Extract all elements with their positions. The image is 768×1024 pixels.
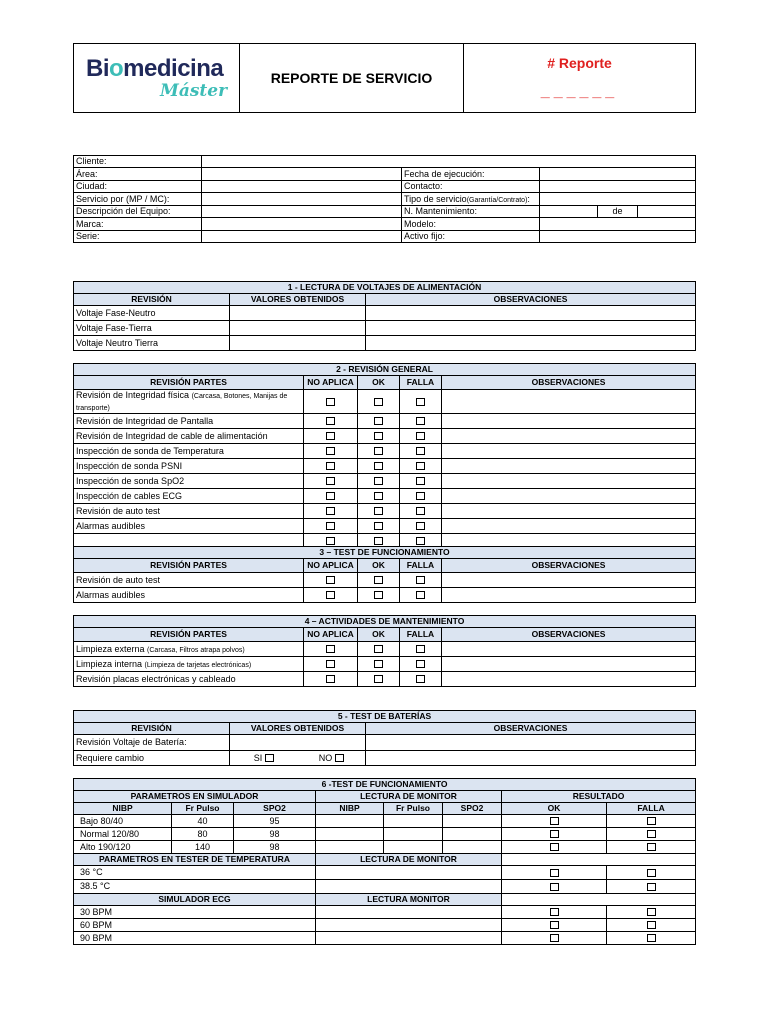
checkbox-icon[interactable]	[550, 869, 559, 877]
checkbox-icon[interactable]	[326, 522, 335, 530]
checkbox-icon[interactable]	[416, 507, 425, 515]
col-nibp-monitor: NIBP	[316, 803, 384, 815]
marca-label: Marca:	[74, 218, 202, 231]
value-field[interactable]	[230, 321, 366, 336]
no-aplica-checkbox[interactable]	[304, 390, 358, 414]
checkbox-icon[interactable]	[416, 576, 425, 584]
contacto-field[interactable]	[540, 181, 696, 193]
activo-field[interactable]	[540, 231, 696, 243]
table-row-label: Alarmas audibles	[74, 588, 304, 603]
col-observaciones: OBSERVACIONES	[366, 294, 696, 306]
checkbox-icon[interactable]	[416, 398, 425, 406]
table-row-label: Limpieza interna (Limpieza de tarjetas electrónicas)	[74, 657, 304, 672]
section-5-title: 5 - TEST DE BATERÍAS	[74, 711, 696, 723]
falla-checkbox[interactable]	[607, 815, 696, 828]
checkbox-icon[interactable]	[265, 754, 274, 762]
checkbox-icon[interactable]	[647, 869, 656, 877]
fr-value: 80	[172, 828, 234, 841]
col-ok: OK	[358, 628, 400, 642]
section-1-title: 1 - LECTURA DE VOLTAJES DE ALIMENTACIÓN	[74, 282, 696, 294]
contacto-label: Contacto:	[402, 181, 540, 193]
obs-field[interactable]	[442, 489, 696, 504]
no-aplica-checkbox[interactable]	[304, 672, 358, 687]
biomedicina-logo: Biomedicina Máster	[86, 55, 228, 101]
fr-reading-field[interactable]	[384, 828, 443, 841]
checkbox-icon[interactable]	[374, 398, 383, 406]
col-falla: FALLA	[400, 628, 442, 642]
fr-value: 40	[172, 815, 234, 828]
spo2-value: 98	[234, 828, 316, 841]
obs-field[interactable]	[442, 657, 696, 672]
serie-field[interactable]	[202, 231, 402, 243]
falla-checkbox[interactable]	[400, 444, 442, 459]
falla-checkbox[interactable]	[400, 519, 442, 534]
ok-checkbox[interactable]	[502, 932, 607, 945]
ok-checkbox[interactable]	[358, 429, 400, 444]
ok-checkbox[interactable]	[502, 919, 607, 932]
ok-checkbox[interactable]	[502, 815, 607, 828]
checkbox-icon[interactable]	[326, 492, 335, 500]
descripcion-label: Descripción del Equipo:	[74, 206, 202, 218]
no-aplica-checkbox[interactable]	[304, 429, 358, 444]
col-ok: OK	[358, 376, 400, 390]
fr-reading-field[interactable]	[384, 841, 443, 854]
checkbox-icon[interactable]	[550, 921, 559, 929]
checkbox-icon[interactable]	[416, 477, 425, 485]
activo-label: Activo fijo:	[402, 231, 540, 243]
col-group-simulador: PARAMETROS EN SIMULADOR	[74, 791, 316, 803]
falla-checkbox[interactable]	[400, 588, 442, 603]
nibp-reading-field[interactable]	[316, 841, 384, 854]
col-spo2-monitor: SPO2	[443, 803, 502, 815]
ok-checkbox[interactable]	[358, 588, 400, 603]
ok-checkbox[interactable]	[358, 657, 400, 672]
section-2-title: 2 - REVISIÓN GENERAL	[74, 364, 696, 376]
obs-field[interactable]	[442, 672, 696, 687]
section-3-title: 3 – TEST DE FUNCIONAMIENTO	[74, 547, 696, 559]
spo2-value: 98	[234, 841, 316, 854]
checkbox-icon[interactable]	[550, 908, 559, 916]
obs-field[interactable]	[366, 751, 696, 766]
ok-checkbox[interactable]	[502, 828, 607, 841]
spo2-reading-field[interactable]	[443, 828, 502, 841]
obs-field[interactable]	[366, 321, 696, 336]
falla-checkbox[interactable]	[400, 459, 442, 474]
obs-field[interactable]	[442, 474, 696, 489]
servicio-label: Servicio por (MP / MC):	[74, 193, 202, 206]
checkbox-icon[interactable]	[326, 660, 335, 668]
fecha-field[interactable]	[540, 168, 696, 181]
checkbox-icon[interactable]	[647, 908, 656, 916]
checkbox-icon[interactable]	[647, 830, 656, 838]
col-ok: OK	[502, 803, 607, 815]
checkbox-icon[interactable]	[326, 447, 335, 455]
mantenimiento-field[interactable]	[540, 206, 598, 218]
checkbox-icon[interactable]	[326, 576, 335, 584]
checkbox-icon[interactable]	[374, 645, 383, 653]
section-4-table	[73, 615, 696, 687]
checkbox-icon[interactable]	[374, 675, 383, 683]
col-observaciones: OBSERVACIONES	[442, 376, 696, 390]
checkbox-icon[interactable]	[326, 675, 335, 683]
obs-field[interactable]	[442, 390, 696, 414]
checkbox-icon[interactable]	[550, 830, 559, 838]
ok-checkbox[interactable]	[358, 444, 400, 459]
checkbox-icon[interactable]	[647, 934, 656, 942]
nibp-reading-field[interactable]	[316, 828, 384, 841]
section-1-table	[73, 281, 696, 351]
report-header	[73, 43, 696, 113]
checkbox-icon[interactable]	[326, 477, 335, 485]
fr-reading-field[interactable]	[384, 815, 443, 828]
col-revision: REVISIÓN	[74, 723, 230, 735]
col-group-resultado: RESULTADO	[502, 791, 696, 803]
checkbox-icon[interactable]	[416, 492, 425, 500]
value-field[interactable]	[230, 336, 366, 351]
no-aplica-checkbox[interactable]	[304, 588, 358, 603]
checkbox-icon[interactable]	[374, 417, 383, 425]
ok-checkbox[interactable]	[502, 866, 607, 880]
falla-checkbox[interactable]	[607, 828, 696, 841]
table-row-label: Revisión placas electrónicas y cableado	[74, 672, 304, 687]
falla-checkbox[interactable]	[400, 642, 442, 657]
table-row-label: Inspección de sonda de Temperatura	[74, 444, 304, 459]
ok-checkbox[interactable]	[358, 390, 400, 414]
client-info-table	[73, 155, 696, 243]
ecg-value: 90 BPM	[74, 932, 316, 945]
modelo-field[interactable]	[540, 218, 696, 231]
falla-checkbox[interactable]	[400, 474, 442, 489]
falla-checkbox[interactable]	[400, 414, 442, 429]
checkbox-icon[interactable]	[326, 507, 335, 515]
checkbox-icon[interactable]	[374, 447, 383, 455]
table-row-label: Alarmas audibles	[74, 519, 304, 534]
serie-label: Serie:	[74, 231, 202, 243]
checkbox-icon[interactable]	[326, 432, 335, 440]
table-row-label: Revisión de Integridad de Pantalla	[74, 414, 304, 429]
section-6-table	[73, 778, 696, 945]
checkbox-icon[interactable]	[416, 462, 425, 470]
table-row-label: Requiere cambio	[74, 751, 230, 766]
no-aplica-checkbox[interactable]	[304, 444, 358, 459]
checkbox-icon[interactable]	[416, 591, 425, 599]
checkbox-icon[interactable]	[374, 477, 383, 485]
table-row-label: Limpieza externa (Carcasa, Filtros atrapa polvos)	[74, 642, 304, 657]
col-nibp: NIBP	[74, 803, 172, 815]
col-observaciones: OBSERVACIONES	[442, 559, 696, 573]
si-option[interactable]: SI	[230, 751, 298, 766]
report-number-label: # Reporte	[547, 55, 612, 71]
ecg-reading-field[interactable]	[316, 932, 502, 945]
checkbox-icon[interactable]	[550, 934, 559, 942]
obs-field[interactable]	[442, 459, 696, 474]
col-valores: VALORES OBTENIDOS	[230, 723, 366, 735]
descripcion-field[interactable]	[202, 206, 402, 218]
checkbox-icon[interactable]	[416, 660, 425, 668]
falla-checkbox[interactable]	[607, 932, 696, 945]
checkbox-icon[interactable]	[326, 398, 335, 406]
ciudad-label: Ciudad:	[74, 181, 202, 193]
checkbox-icon[interactable]	[374, 462, 383, 470]
col-observaciones: OBSERVACIONES	[442, 628, 696, 642]
nibp-value: Alto 190/120	[74, 841, 172, 854]
temp-header: PARAMETROS EN TESTER DE TEMPERATURA	[74, 854, 316, 866]
page-title: REPORTE DE SERVICIO	[240, 44, 464, 113]
ok-checkbox[interactable]	[358, 489, 400, 504]
logo-cell	[74, 44, 240, 113]
section-6-title: 6 -TEST DE FUNCIONAMIENTO	[74, 779, 696, 791]
obs-field[interactable]	[366, 336, 696, 351]
section-4-title: 4 – ACTIVIDADES DE MANTENIMIENTO	[74, 616, 696, 628]
ok-checkbox[interactable]	[502, 841, 607, 854]
checkbox-icon[interactable]	[374, 591, 383, 599]
table-row-label: Voltaje Fase-Neutro	[74, 306, 230, 321]
report-number[interactable]	[464, 44, 696, 113]
checkbox-icon[interactable]	[550, 843, 559, 851]
checkbox-icon[interactable]	[416, 417, 425, 425]
checkbox-icon[interactable]	[550, 883, 559, 891]
checkbox-icon[interactable]	[326, 537, 335, 545]
no-aplica-checkbox[interactable]	[304, 489, 358, 504]
section-5-table	[73, 710, 696, 766]
obs-field[interactable]	[366, 306, 696, 321]
col-revision-partes: REVISIÓN PARTES	[74, 559, 304, 573]
falla-checkbox[interactable]	[400, 489, 442, 504]
ecg-reading-field[interactable]	[316, 906, 502, 919]
checkbox-icon[interactable]	[374, 522, 383, 530]
checkbox-icon[interactable]	[326, 462, 335, 470]
obs-field[interactable]	[442, 519, 696, 534]
table-row-label: Revisión de auto test	[74, 573, 304, 588]
temp-reading-field[interactable]	[316, 866, 502, 880]
modelo-label: Modelo:	[402, 218, 540, 231]
temp-value: 36 °C	[74, 866, 316, 880]
no-aplica-checkbox[interactable]	[304, 504, 358, 519]
no-option[interactable]: NO	[298, 751, 366, 766]
checkbox-icon[interactable]	[416, 447, 425, 455]
ok-checkbox[interactable]	[502, 906, 607, 919]
fecha-label: Fecha de ejecución:	[402, 168, 540, 181]
col-group-monitor: LECTURA DE MONITOR	[316, 791, 502, 803]
no-aplica-checkbox[interactable]	[304, 657, 358, 672]
col-revision: REVISIÓN	[74, 294, 230, 306]
col-observaciones: OBSERVACIONES	[366, 723, 696, 735]
no-aplica-checkbox[interactable]	[304, 474, 358, 489]
checkbox-icon[interactable]	[374, 492, 383, 500]
col-fr-pulso: Fr Pulso	[172, 803, 234, 815]
temp-reading-field[interactable]	[316, 880, 502, 894]
checkbox-icon[interactable]	[374, 576, 383, 584]
falla-checkbox[interactable]	[607, 906, 696, 919]
checkbox-icon[interactable]	[550, 817, 559, 825]
blank-cell	[502, 894, 696, 906]
section-2-table	[73, 363, 696, 549]
col-revision-partes: REVISIÓN PARTES	[74, 376, 304, 390]
falla-checkbox[interactable]	[400, 573, 442, 588]
spo2-reading-field[interactable]	[443, 815, 502, 828]
falla-checkbox[interactable]	[607, 880, 696, 894]
ecg-header: SIMULADOR ECG	[74, 894, 316, 906]
col-revision-partes: REVISIÓN PARTES	[74, 628, 304, 642]
col-falla: FALLA	[400, 376, 442, 390]
col-no-aplica: NO APLICA	[304, 376, 358, 390]
nibp-value: Bajo 80/40	[74, 815, 172, 828]
checkbox-icon[interactable]	[326, 591, 335, 599]
no-aplica-checkbox[interactable]	[304, 414, 358, 429]
obs-field[interactable]	[442, 573, 696, 588]
table-row-label: Revisión Voltaje de Batería:	[74, 735, 230, 751]
col-ok: OK	[358, 559, 400, 573]
col-no-aplica: NO APLICA	[304, 628, 358, 642]
table-row-label: Revisión de Integridad física (Carcasa, Botones, Manijas de transporte)	[74, 390, 304, 414]
obs-field[interactable]	[442, 429, 696, 444]
checkbox-icon[interactable]	[416, 522, 425, 530]
ok-checkbox[interactable]	[358, 672, 400, 687]
falla-checkbox[interactable]	[607, 841, 696, 854]
table-row-label: Inspección de sonda PSNI	[74, 459, 304, 474]
temp-monitor-header: LECTURA DE MONITOR	[316, 854, 502, 866]
obs-field[interactable]	[442, 444, 696, 459]
cliente-field[interactable]	[202, 156, 696, 168]
ecg-value: 30 BPM	[74, 906, 316, 919]
value-field[interactable]	[230, 735, 366, 751]
falla-checkbox[interactable]	[400, 657, 442, 672]
col-valores: VALORES OBTENIDOS	[230, 294, 366, 306]
tipo-field[interactable]	[540, 193, 696, 206]
mantenimiento-label: N. Mantenimiento:	[402, 206, 540, 218]
checkbox-icon[interactable]	[335, 754, 344, 762]
col-falla: FALLA	[607, 803, 696, 815]
ok-checkbox[interactable]	[358, 573, 400, 588]
table-row-label: Revisión de auto test	[74, 504, 304, 519]
nibp-reading-field[interactable]	[316, 815, 384, 828]
ecg-reading-field[interactable]	[316, 919, 502, 932]
obs-field[interactable]	[442, 414, 696, 429]
fr-value: 140	[172, 841, 234, 854]
mantenimiento-total-field[interactable]	[638, 206, 696, 218]
ok-checkbox[interactable]	[502, 880, 607, 894]
value-field[interactable]	[230, 306, 366, 321]
marca-field[interactable]	[202, 218, 402, 231]
checkbox-icon[interactable]	[416, 432, 425, 440]
section-3-table	[73, 546, 696, 603]
report-number-blank[interactable]: ______	[540, 83, 619, 100]
ecg-value: 60 BPM	[74, 919, 316, 932]
obs-field[interactable]	[442, 642, 696, 657]
ok-checkbox[interactable]	[358, 642, 400, 657]
table-row-label: Voltaje Neutro Tierra	[74, 336, 230, 351]
col-no-aplica: NO APLICA	[304, 559, 358, 573]
no-aplica-checkbox[interactable]	[304, 519, 358, 534]
falla-checkbox[interactable]	[400, 504, 442, 519]
falla-checkbox[interactable]	[607, 866, 696, 880]
ciudad-field[interactable]	[202, 181, 402, 193]
checkbox-icon[interactable]	[374, 507, 383, 515]
ok-checkbox[interactable]	[358, 414, 400, 429]
checkbox-icon[interactable]	[374, 660, 383, 668]
ok-checkbox[interactable]	[358, 459, 400, 474]
servicio-field[interactable]	[202, 193, 402, 206]
checkbox-icon[interactable]	[416, 675, 425, 683]
table-row-label: Inspección de sonda SpO2	[74, 474, 304, 489]
falla-checkbox[interactable]	[400, 672, 442, 687]
checkbox-icon[interactable]	[647, 843, 656, 851]
checkbox-icon[interactable]	[647, 817, 656, 825]
de-label: de	[598, 206, 638, 218]
col-falla: FALLA	[400, 559, 442, 573]
table-row-label: Revisión de Integridad de cable de alimentación	[74, 429, 304, 444]
no-aplica-checkbox[interactable]	[304, 573, 358, 588]
falla-checkbox[interactable]	[400, 429, 442, 444]
checkbox-icon[interactable]	[374, 432, 383, 440]
area-field[interactable]	[202, 168, 402, 181]
ecg-monitor-header: LECTURA MONITOR	[316, 894, 502, 906]
checkbox-icon[interactable]	[416, 645, 425, 653]
obs-field[interactable]	[442, 504, 696, 519]
checkbox-icon[interactable]	[647, 883, 656, 891]
temp-value: 38.5 °C	[74, 880, 316, 894]
no-aplica-checkbox[interactable]	[304, 459, 358, 474]
tipo-label: Tipo de servicio(Garantía/Contrato):	[402, 193, 540, 206]
table-row-label: Voltaje Fase-Tierra	[74, 321, 230, 336]
col-spo2: SPO2	[234, 803, 316, 815]
spo2-value: 95	[234, 815, 316, 828]
table-row-label: Inspección de cables ECG	[74, 489, 304, 504]
no-aplica-checkbox[interactable]	[304, 642, 358, 657]
blank-cell	[502, 854, 696, 866]
obs-field[interactable]	[442, 588, 696, 603]
falla-checkbox[interactable]	[607, 919, 696, 932]
col-fr-pulso-monitor: Fr Pulso	[384, 803, 443, 815]
checkbox-icon[interactable]	[416, 537, 425, 545]
obs-field[interactable]	[366, 735, 696, 751]
cliente-label: Cliente:	[74, 156, 202, 168]
falla-checkbox[interactable]	[400, 390, 442, 414]
spo2-reading-field[interactable]	[443, 841, 502, 854]
checkbox-icon[interactable]	[326, 645, 335, 653]
checkbox-icon[interactable]	[326, 417, 335, 425]
ok-checkbox[interactable]	[358, 519, 400, 534]
ok-checkbox[interactable]	[358, 504, 400, 519]
nibp-value: Normal 120/80	[74, 828, 172, 841]
checkbox-icon[interactable]	[647, 921, 656, 929]
ok-checkbox[interactable]	[358, 474, 400, 489]
area-label: Área:	[74, 168, 202, 181]
checkbox-icon[interactable]	[374, 537, 383, 545]
